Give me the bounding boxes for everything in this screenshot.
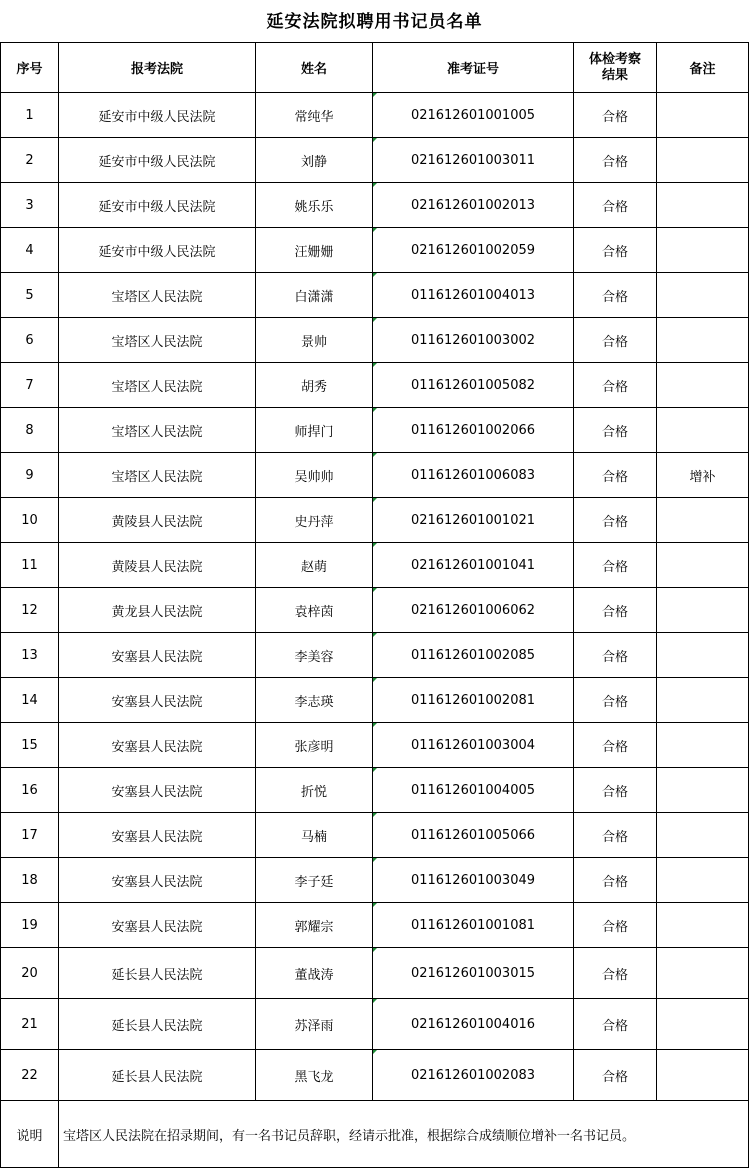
row-court: 安塞县人民法院 <box>59 813 256 858</box>
table-row <box>1 183 749 228</box>
row-seq: 13 <box>1 633 59 678</box>
row-name: 史丹萍 <box>256 498 373 543</box>
row-court: 宝塔区人民法院 <box>59 318 256 363</box>
row-court: 安塞县人民法院 <box>59 723 256 768</box>
row-court: 黄陵县人民法院 <box>59 543 256 588</box>
row-exam-id <box>373 999 574 1050</box>
row-seq: 8 <box>1 408 59 453</box>
row-exam-id <box>373 228 574 273</box>
row-name: 郭耀宗 <box>256 903 373 948</box>
row-result: 合格 <box>574 813 657 858</box>
row-seq: 18 <box>1 858 59 903</box>
cell-marker-icon <box>373 408 377 412</box>
cell-marker-icon <box>373 228 377 232</box>
row-name: 李志瑛 <box>256 678 373 723</box>
cell-marker-icon <box>373 93 377 97</box>
table-row <box>1 858 749 903</box>
row-result: 合格 <box>574 363 657 408</box>
header-remark: 备注 <box>657 43 749 93</box>
table-row <box>1 408 749 453</box>
row-seq: 15 <box>1 723 59 768</box>
exam-id-text: 021612601003015 <box>410 965 536 981</box>
row-seq: 16 <box>1 768 59 813</box>
row-result: 合格 <box>574 498 657 543</box>
row-name: 苏泽雨 <box>256 999 373 1050</box>
table-row <box>1 228 749 273</box>
row-name: 白潇潇 <box>256 273 373 318</box>
row-remark <box>657 318 749 363</box>
row-result: 合格 <box>574 903 657 948</box>
table-row <box>1 318 749 363</box>
row-remark <box>657 678 749 723</box>
cell-marker-icon <box>373 678 377 682</box>
exam-id-text: 011612601005082 <box>410 377 536 393</box>
row-court: 宝塔区人民法院 <box>59 273 256 318</box>
table-row <box>1 453 749 498</box>
header-court: 报考法院 <box>59 43 256 93</box>
row-seq: 4 <box>1 228 59 273</box>
table-row <box>1 273 749 318</box>
document-title: 延安法院拟聘用书记员名单 <box>266 12 483 32</box>
header-seq: 序号 <box>1 43 59 93</box>
row-name: 李子廷 <box>256 858 373 903</box>
header-check-line2: 结果 <box>601 67 628 83</box>
exam-id-text: 011612601004013 <box>410 287 536 303</box>
row-name: 汪姗姗 <box>256 228 373 273</box>
row-result: 合格 <box>574 768 657 813</box>
row-seq: 17 <box>1 813 59 858</box>
cell-marker-icon <box>373 318 377 322</box>
row-court: 延长县人民法院 <box>59 1050 256 1101</box>
row-name: 袁梓茵 <box>256 588 373 633</box>
row-name: 刘静 <box>256 138 373 183</box>
header-check-line1: 体检考察 <box>588 51 641 67</box>
row-remark <box>657 228 749 273</box>
row-remark <box>657 408 749 453</box>
row-result: 合格 <box>574 93 657 138</box>
row-name: 董战涛 <box>256 948 373 999</box>
row-seq: 6 <box>1 318 59 363</box>
row-seq: 1 <box>1 93 59 138</box>
row-exam-id <box>373 588 574 633</box>
roster-table <box>0 42 749 1168</box>
cell-marker-icon <box>373 183 377 187</box>
cell-marker-icon <box>373 948 377 952</box>
exam-id-text: 011612601003002 <box>410 332 536 348</box>
row-result: 合格 <box>574 273 657 318</box>
cell-marker-icon <box>373 273 377 277</box>
row-exam-id <box>373 273 574 318</box>
row-exam-id <box>373 363 574 408</box>
table-row <box>1 498 749 543</box>
cell-marker-icon <box>373 138 377 142</box>
row-court: 安塞县人民法院 <box>59 768 256 813</box>
row-remark <box>657 588 749 633</box>
exam-id-text: 021612601001005 <box>410 107 536 123</box>
row-remark <box>657 948 749 999</box>
exam-id-text: 011612601002066 <box>410 422 536 438</box>
row-name: 吴帅帅 <box>256 453 373 498</box>
row-name: 黑飞龙 <box>256 1050 373 1101</box>
row-court: 宝塔区人民法院 <box>59 363 256 408</box>
cell-marker-icon <box>373 543 377 547</box>
exam-id-text: 021612601001041 <box>410 557 536 573</box>
row-exam-id <box>373 453 574 498</box>
row-result: 合格 <box>574 588 657 633</box>
note-row <box>1 1101 749 1168</box>
row-court: 延安市中级人民法院 <box>59 93 256 138</box>
row-remark <box>657 813 749 858</box>
exam-id-text: 011612601006083 <box>410 467 536 483</box>
row-court: 延长县人民法院 <box>59 948 256 999</box>
row-name: 常纯华 <box>256 93 373 138</box>
row-name: 李美容 <box>256 633 373 678</box>
row-name: 马楠 <box>256 813 373 858</box>
exam-id-text: 011612601002081 <box>410 692 536 708</box>
row-court: 黄龙县人民法院 <box>59 588 256 633</box>
row-result: 合格 <box>574 453 657 498</box>
exam-id-text: 021612601006062 <box>410 602 536 618</box>
exam-id-text: 011612601003004 <box>410 737 536 753</box>
table-row <box>1 138 749 183</box>
row-result: 合格 <box>574 138 657 183</box>
row-seq: 20 <box>1 948 59 999</box>
header-check-result <box>574 43 657 93</box>
row-result: 合格 <box>574 543 657 588</box>
header-name: 姓名 <box>256 43 373 93</box>
row-exam-id <box>373 903 574 948</box>
row-result: 合格 <box>574 633 657 678</box>
row-exam-id <box>373 1050 574 1101</box>
table-row <box>1 633 749 678</box>
roster-body <box>1 93 749 1101</box>
row-court: 安塞县人民法院 <box>59 858 256 903</box>
row-seq: 2 <box>1 138 59 183</box>
cell-marker-icon <box>373 813 377 817</box>
table-row <box>1 903 749 948</box>
row-name: 师捍门 <box>256 408 373 453</box>
row-remark <box>657 93 749 138</box>
row-seq: 5 <box>1 273 59 318</box>
exam-id-text: 011612601003049 <box>410 872 536 888</box>
row-exam-id <box>373 318 574 363</box>
row-exam-id <box>373 543 574 588</box>
row-seq: 22 <box>1 1050 59 1101</box>
exam-id-text: 021612601003011 <box>410 152 536 168</box>
row-seq: 9 <box>1 453 59 498</box>
row-result: 合格 <box>574 228 657 273</box>
row-court: 宝塔区人民法院 <box>59 408 256 453</box>
row-court: 宝塔区人民法院 <box>59 453 256 498</box>
header-row <box>1 43 749 93</box>
cell-marker-icon <box>373 1050 377 1054</box>
row-remark <box>657 723 749 768</box>
row-result: 合格 <box>574 858 657 903</box>
cell-marker-icon <box>373 453 377 457</box>
row-court: 延安市中级人民法院 <box>59 228 256 273</box>
cell-marker-icon <box>373 588 377 592</box>
row-name: 折悦 <box>256 768 373 813</box>
row-remark <box>657 903 749 948</box>
row-court: 延长县人民法院 <box>59 999 256 1050</box>
row-exam-id <box>373 723 574 768</box>
row-result: 合格 <box>574 948 657 999</box>
cell-marker-icon <box>373 858 377 862</box>
row-result: 合格 <box>574 1050 657 1101</box>
row-exam-id <box>373 183 574 228</box>
exam-id-text: 021612601002013 <box>410 197 536 213</box>
row-name: 景帅 <box>256 318 373 363</box>
row-exam-id <box>373 633 574 678</box>
row-remark <box>657 183 749 228</box>
table-row <box>1 588 749 633</box>
row-exam-id <box>373 948 574 999</box>
row-seq: 11 <box>1 543 59 588</box>
row-name: 赵萌 <box>256 543 373 588</box>
table-row <box>1 363 749 408</box>
cell-marker-icon <box>373 633 377 637</box>
exam-id-text: 021612601004016 <box>410 1016 536 1032</box>
row-remark <box>657 273 749 318</box>
row-exam-id <box>373 768 574 813</box>
row-seq: 21 <box>1 999 59 1050</box>
exam-id-text: 011612601004005 <box>410 782 536 798</box>
cell-marker-icon <box>373 999 377 1003</box>
table-row <box>1 723 749 768</box>
note-text: 宝塔区人民法院在招录期间，有一名书记员辞职，经请示批准，根据综合成绩顺位增补一名书记员。 <box>59 1101 749 1168</box>
row-name: 胡秀 <box>256 363 373 408</box>
row-exam-id <box>373 678 574 723</box>
exam-id-text: 011612601005066 <box>410 827 536 843</box>
note-label: 说明 <box>1 1101 59 1168</box>
row-court: 黄陵县人民法院 <box>59 498 256 543</box>
row-result: 合格 <box>574 183 657 228</box>
row-exam-id <box>373 138 574 183</box>
exam-id-text: 021612601002059 <box>410 242 536 258</box>
row-remark <box>657 768 749 813</box>
row-exam-id <box>373 498 574 543</box>
exam-id-text: 021612601001021 <box>410 512 536 528</box>
row-seq: 14 <box>1 678 59 723</box>
exam-id-text: 021612601002083 <box>410 1067 536 1083</box>
row-result: 合格 <box>574 318 657 363</box>
table-row <box>1 999 749 1050</box>
row-exam-id <box>373 858 574 903</box>
row-result: 合格 <box>574 408 657 453</box>
row-seq: 7 <box>1 363 59 408</box>
row-exam-id <box>373 408 574 453</box>
table-row <box>1 93 749 138</box>
row-seq: 19 <box>1 903 59 948</box>
row-exam-id <box>373 813 574 858</box>
row-seq: 10 <box>1 498 59 543</box>
row-result: 合格 <box>574 678 657 723</box>
row-result: 合格 <box>574 723 657 768</box>
row-court: 安塞县人民法院 <box>59 678 256 723</box>
row-remark <box>657 1050 749 1101</box>
table-row <box>1 678 749 723</box>
cell-marker-icon <box>373 723 377 727</box>
row-remark <box>657 543 749 588</box>
row-result: 合格 <box>574 999 657 1050</box>
row-court: 延安市中级人民法院 <box>59 138 256 183</box>
row-remark <box>657 498 749 543</box>
row-exam-id <box>373 93 574 138</box>
row-name: 张彦明 <box>256 723 373 768</box>
cell-marker-icon <box>373 363 377 367</box>
row-court: 延安市中级人民法院 <box>59 183 256 228</box>
row-remark <box>657 999 749 1050</box>
row-remark: 增补 <box>657 453 749 498</box>
row-court: 安塞县人民法院 <box>59 903 256 948</box>
table-row <box>1 948 749 999</box>
header-exam-id: 准考证号 <box>373 43 574 93</box>
cell-marker-icon <box>373 498 377 502</box>
cell-marker-icon <box>373 903 377 907</box>
table-row <box>1 1050 749 1101</box>
row-remark <box>657 138 749 183</box>
row-name: 姚乐乐 <box>256 183 373 228</box>
row-seq: 12 <box>1 588 59 633</box>
exam-id-text: 011612601002085 <box>410 647 536 663</box>
exam-id-text: 011612601001081 <box>410 917 536 933</box>
row-remark <box>657 363 749 408</box>
row-remark <box>657 858 749 903</box>
row-remark <box>657 633 749 678</box>
table-row <box>1 813 749 858</box>
table-row <box>1 768 749 813</box>
table-row <box>1 543 749 588</box>
row-court: 安塞县人民法院 <box>59 633 256 678</box>
cell-marker-icon <box>373 768 377 772</box>
row-seq: 3 <box>1 183 59 228</box>
